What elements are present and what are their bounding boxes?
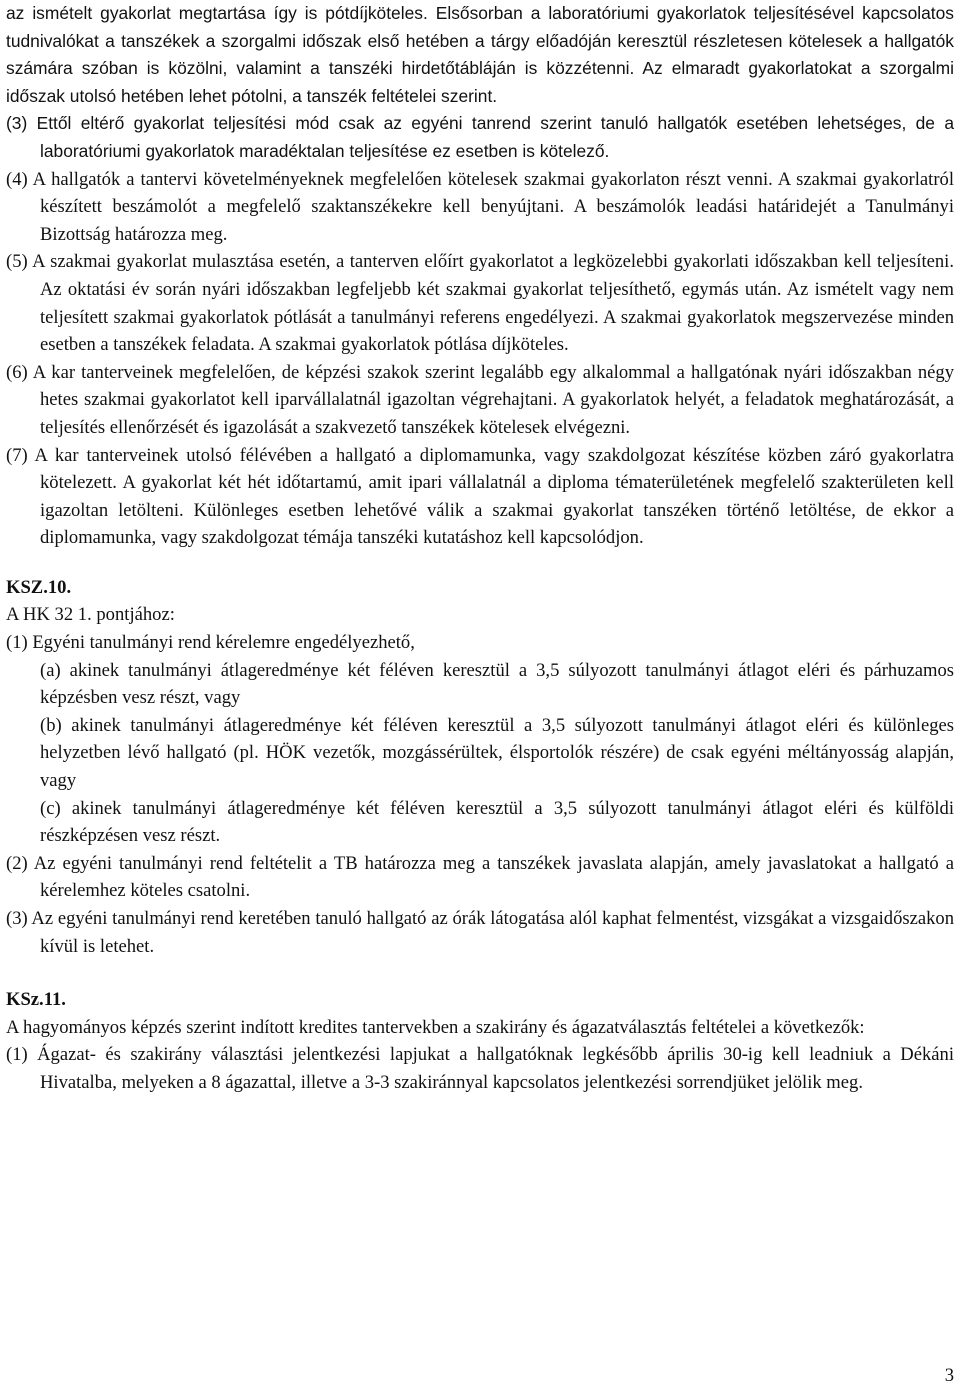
- paragraph-4: (4) A hallgatók a tantervi követelményeknek megfelelően kötelesek szakmai gyakorlaton részt venni. A szakmai gyakorlatról készített beszámolót a megfelelő szaktanszékekre kell benyújtani. A beszámolók leadási határidejét a Tanulmányi Bizottság határozza meg.: [6, 168, 954, 245]
- paragraph-5: (5) A szakmai gyakorlat mulasztása esetén, a tanterven előírt gyakorlatot a legközelebbi gyakorlati időszakban kell teljesíteni. Az oktatási év során nyári időszakban legfeljebb két szakmai gyakorlat teljesíthető, egymás után. Az ismételt vagy nem teljesített szakmai gyakorlatok pótlását a tanulmányi referens engedélyezi. A szakmai gyakorlatok megszervezése minden esetben a tanszékek feladata. A szakmai gyakorlatok pótlása díjköteles.: [6, 251, 954, 356]
- page-number: 3: [944, 1365, 954, 1386]
- document-page: [6, 0, 954, 1097]
- continuation-paragraph: az ismételt gyakorlat megtartása így is pótdíjköteles. Elsősorban a laboratóriumi gyakorlatok teljesítésével kapcsolatos tudnivalókat a tanszékek a szorgalmi időszak első hetében a tárgy előadóján keresztül részletesen kötelesek a hallgatók számára szóban is közölni, valamint a tanszéki hirdetőtábláján is közzétenni. Az elmaradt gyakorlatokat a szorgalmi időszak utolsó hetében lehet pótolni, a tanszék feltételei szerint.: [6, 3, 954, 106]
- section-spacer: [6, 960, 954, 986]
- ksz10-item-2: (2) Az egyéni tanulmányi rend feltételit a TB határozza meg a tanszékek javaslata alapján, amely javaslatokat a hallgató a kérelemhez köteles csatolni.: [6, 852, 954, 902]
- section-reference: A HK 32 1. pontjához:: [6, 604, 175, 626]
- paragraph-7: (7) A kar tanterveinek utolsó félévében a hallgató a diplomamunka, vagy szakdolgozat készítése közben záró gyakorlatra kötelezett. A gyakorlat két hét időtartamú, amit ipari vállalatnál a diploma tématerületének megfelelő szakterületen kell igazoltan letölteni. Különleges esetben lehetővé válik a szakmai gyakorlat tanszéken történő letöltése, de ekkor a diplomamunka, vagy szakdolgozat témája tanszéki kutatáshoz kell kapcsolódjon.: [6, 444, 954, 549]
- ksz10-subitem-a: (a) akinek tanulmányi átlageredménye két féléven keresztül a 3,5 súlyozott tanulmányi átlagot eléri és párhuzamos képzésben vesz részt, vagy: [40, 659, 954, 709]
- ksz10-item-3: (3) Az egyéni tanulmányi rend keretében tanuló hallgató az órák látogatása alól kaphat felmentést, vizsgákat a vizsgaidőszakon kívül is letehet.: [6, 908, 954, 957]
- ksz10-item-1: (1) Egyéni tanulmányi rend kérelemre engedélyezhető,: [6, 632, 415, 654]
- paragraph-3: (3) Ettől eltérő gyakorlat teljesítési mód csak az egyéni tanrend szerint tanuló hallgatók esetében lehetséges, de a laboratóriumi gyakorlatok maradéktalan teljesítése ez esetben is kötelező.: [6, 113, 954, 161]
- ksz11-item-1: (1) Ágazat- és szakirány választási jelentkezési lapjukat a hallgatóknak legkésőbb április 30-ig kell leadniuk a Dékáni Hivatalba, melyeken a 8 ágazattal, illetve a 3-3 szakiránnyal kapcsolatos jelentkezési sorrendjüket jelölik meg.: [6, 1044, 954, 1093]
- section-heading-ksz11: KSz.11.: [6, 989, 66, 1011]
- section-heading-ksz10: KSZ.10.: [6, 576, 72, 598]
- ksz10-subitem-b: (b) akinek tanulmányi átlageredménye két féléven keresztül a 3,5 súlyozott tanulmányi átlagot eléri és különleges helyzetben lévő hallgató (pl. HÖK vezetők, mozgássérültek, élsportolók részére) de csak egyéni méltányosság alapján, vagy: [40, 714, 954, 792]
- ksz11-intro: A hagyományos képzés szerint indított kredites tantervekben a szakirány és ágazatválasztás feltételei a következők:: [6, 1016, 865, 1038]
- paragraph-6: (6) A kar tanterveinek megfelelően, de képzési szakok szerint legalább egy alkalommal a hallgatónak nyári időszakban négy hetes szakmai gyakorlatot kell iparvállalatnál igazoltan végrehajtani. A gyakorlatok helyét, a feladatok meghatározását, a teljesítés ellenőrzését és igazolását a szakvezető tanszékek kötelesek elvégezni.: [6, 361, 954, 438]
- section-spacer: [6, 552, 954, 574]
- ksz10-subitem-c: (c) akinek tanulmányi átlageredménye két féléven keresztül a 3,5 súlyozott tanulmányi átlagot eléri és külföldi részképzésen vesz részt.: [40, 797, 954, 847]
